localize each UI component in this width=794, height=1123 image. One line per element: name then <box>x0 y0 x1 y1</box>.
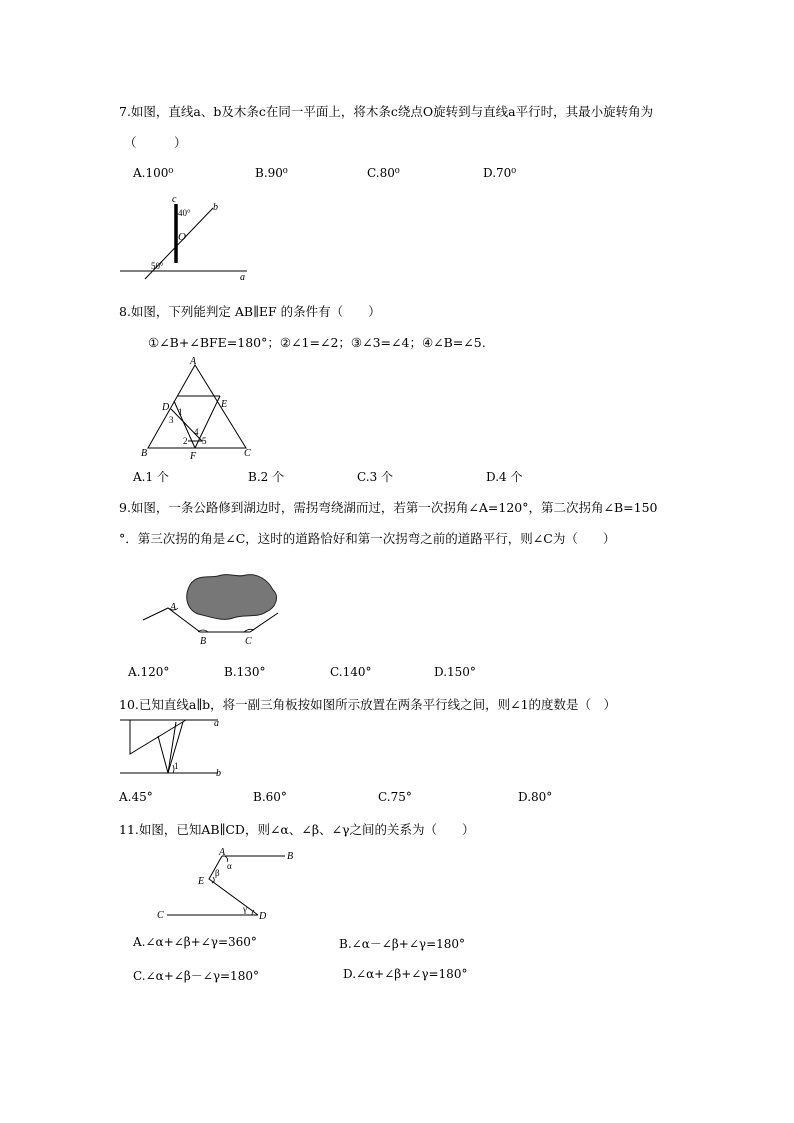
q11-label-alpha: α <box>227 861 232 871</box>
q9-option-a[interactable]: A.120° <box>128 665 170 679</box>
q8-label-5: 5 <box>202 436 207 446</box>
q11-label-b: B <box>287 851 294 862</box>
q11-label-d: D <box>259 911 267 922</box>
q7-figure <box>115 192 255 284</box>
q9-stem-line2: °．第三次拐的角是∠C，这时的道路恰好和第一次拐弯之前的道路平行，则∠C为（ ） <box>119 531 616 546</box>
q10-label-b: b <box>216 768 221 779</box>
q11-option-b[interactable]: B.∠α－∠β+∠γ=180° <box>339 937 466 951</box>
q11-option-c[interactable]: C.∠α+∠β－∠γ=180° <box>133 969 259 983</box>
q11-option-a[interactable]: A.∠α+∠β+∠γ=360° <box>133 935 257 949</box>
q11-label-a: A <box>219 847 226 858</box>
q8-label-3: 3 <box>169 415 174 425</box>
q7-label-c: c <box>172 194 177 205</box>
q7-label-40: 40° <box>178 208 191 218</box>
q9-option-d[interactable]: D.150° <box>434 665 476 679</box>
q11-label-gamma: γ <box>243 904 247 914</box>
q8-label-e: E <box>221 399 228 410</box>
q11-stem-line1: 11.如图，已知AB∥CD，则∠α、∠β、∠γ之间的关系为（ ） <box>119 822 475 837</box>
q8-label-b: B <box>141 448 148 459</box>
q9-option-b[interactable]: B.130° <box>224 665 266 679</box>
q10-option-d[interactable]: D.80° <box>518 790 553 804</box>
q7-option-b[interactable]: B.90⁰ <box>255 166 288 180</box>
q11-path-aed <box>209 856 258 915</box>
q10-option-c[interactable]: C.75° <box>378 790 412 804</box>
q8-stem-line2: ①∠B+∠BFE=180°；②∠1=∠2；③∠3=∠4；④∠B=∠5. <box>148 335 486 350</box>
q8-option-a[interactable]: A.1 个 <box>133 470 169 484</box>
q8-label-d: D <box>162 402 170 413</box>
q8-label-2: 2 <box>183 436 188 446</box>
q7-label-50: 50° <box>151 261 164 271</box>
q8-figure <box>138 355 258 463</box>
q8-stem-line1: 8.如图，下列能判定 AB∥EF 的条件有（ ） <box>119 304 381 319</box>
q9-label-a: A <box>170 602 177 613</box>
q10-label-1: 1 <box>174 761 179 771</box>
q11-label-e: E <box>198 876 205 887</box>
q7-label-o: O <box>178 231 186 243</box>
q7-stem-line2: （ ） <box>124 135 187 150</box>
q8-label-4: 4 <box>194 427 199 437</box>
q10-option-a[interactable]: A.45° <box>119 790 153 804</box>
q8-label-f: F <box>190 451 197 462</box>
q7-option-d[interactable]: D.70⁰ <box>483 166 517 180</box>
q9-figure <box>138 570 288 652</box>
q11-option-d[interactable]: D.∠α+∠β+∠γ=180° <box>343 967 468 981</box>
q8-label-1: 1 <box>178 407 183 417</box>
q9-stem-line1: 9.如图，一条公路修到湖边时，需拐弯绕湖而过，若第一次拐角∠A=120°，第二次拐角∠B=150 <box>119 500 658 515</box>
q8-option-b[interactable]: B.2 个 <box>248 470 285 484</box>
q8-option-d[interactable]: D.4 个 <box>486 470 523 484</box>
q11-label-beta: β <box>215 868 220 878</box>
q8-label-c: C <box>244 448 251 459</box>
q8-option-c[interactable]: C.3 个 <box>357 470 394 484</box>
q9-option-c[interactable]: C.140° <box>330 665 372 679</box>
q7-label-a: a <box>240 272 245 283</box>
q10-label-a: a <box>214 718 219 729</box>
q9-label-c: C <box>245 636 252 647</box>
q10-figure <box>118 714 228 780</box>
q7-label-b: b <box>213 202 218 213</box>
q9-lake <box>187 575 277 620</box>
q7-option-a[interactable]: A.100⁰ <box>133 166 174 180</box>
q9-label-b: B <box>200 636 207 647</box>
q10-stem-line1: 10.已知直线a∥b，将一副三角板按如图所示放置在两条平行线之间，则∠1的度数是（ ） <box>119 697 617 712</box>
q11-label-c: C <box>157 910 164 921</box>
q7-option-c[interactable]: C.80⁰ <box>367 166 400 180</box>
q10-option-b[interactable]: B.60° <box>253 790 287 804</box>
q7-stem-line1: 7.如图，直线a、b及木条c在同一平面上，将木条c绕点O旋转到与直线a平行时，其最小旋转角为 <box>119 104 654 119</box>
q8-label-a: A <box>190 356 197 367</box>
q11-figure <box>155 848 305 923</box>
